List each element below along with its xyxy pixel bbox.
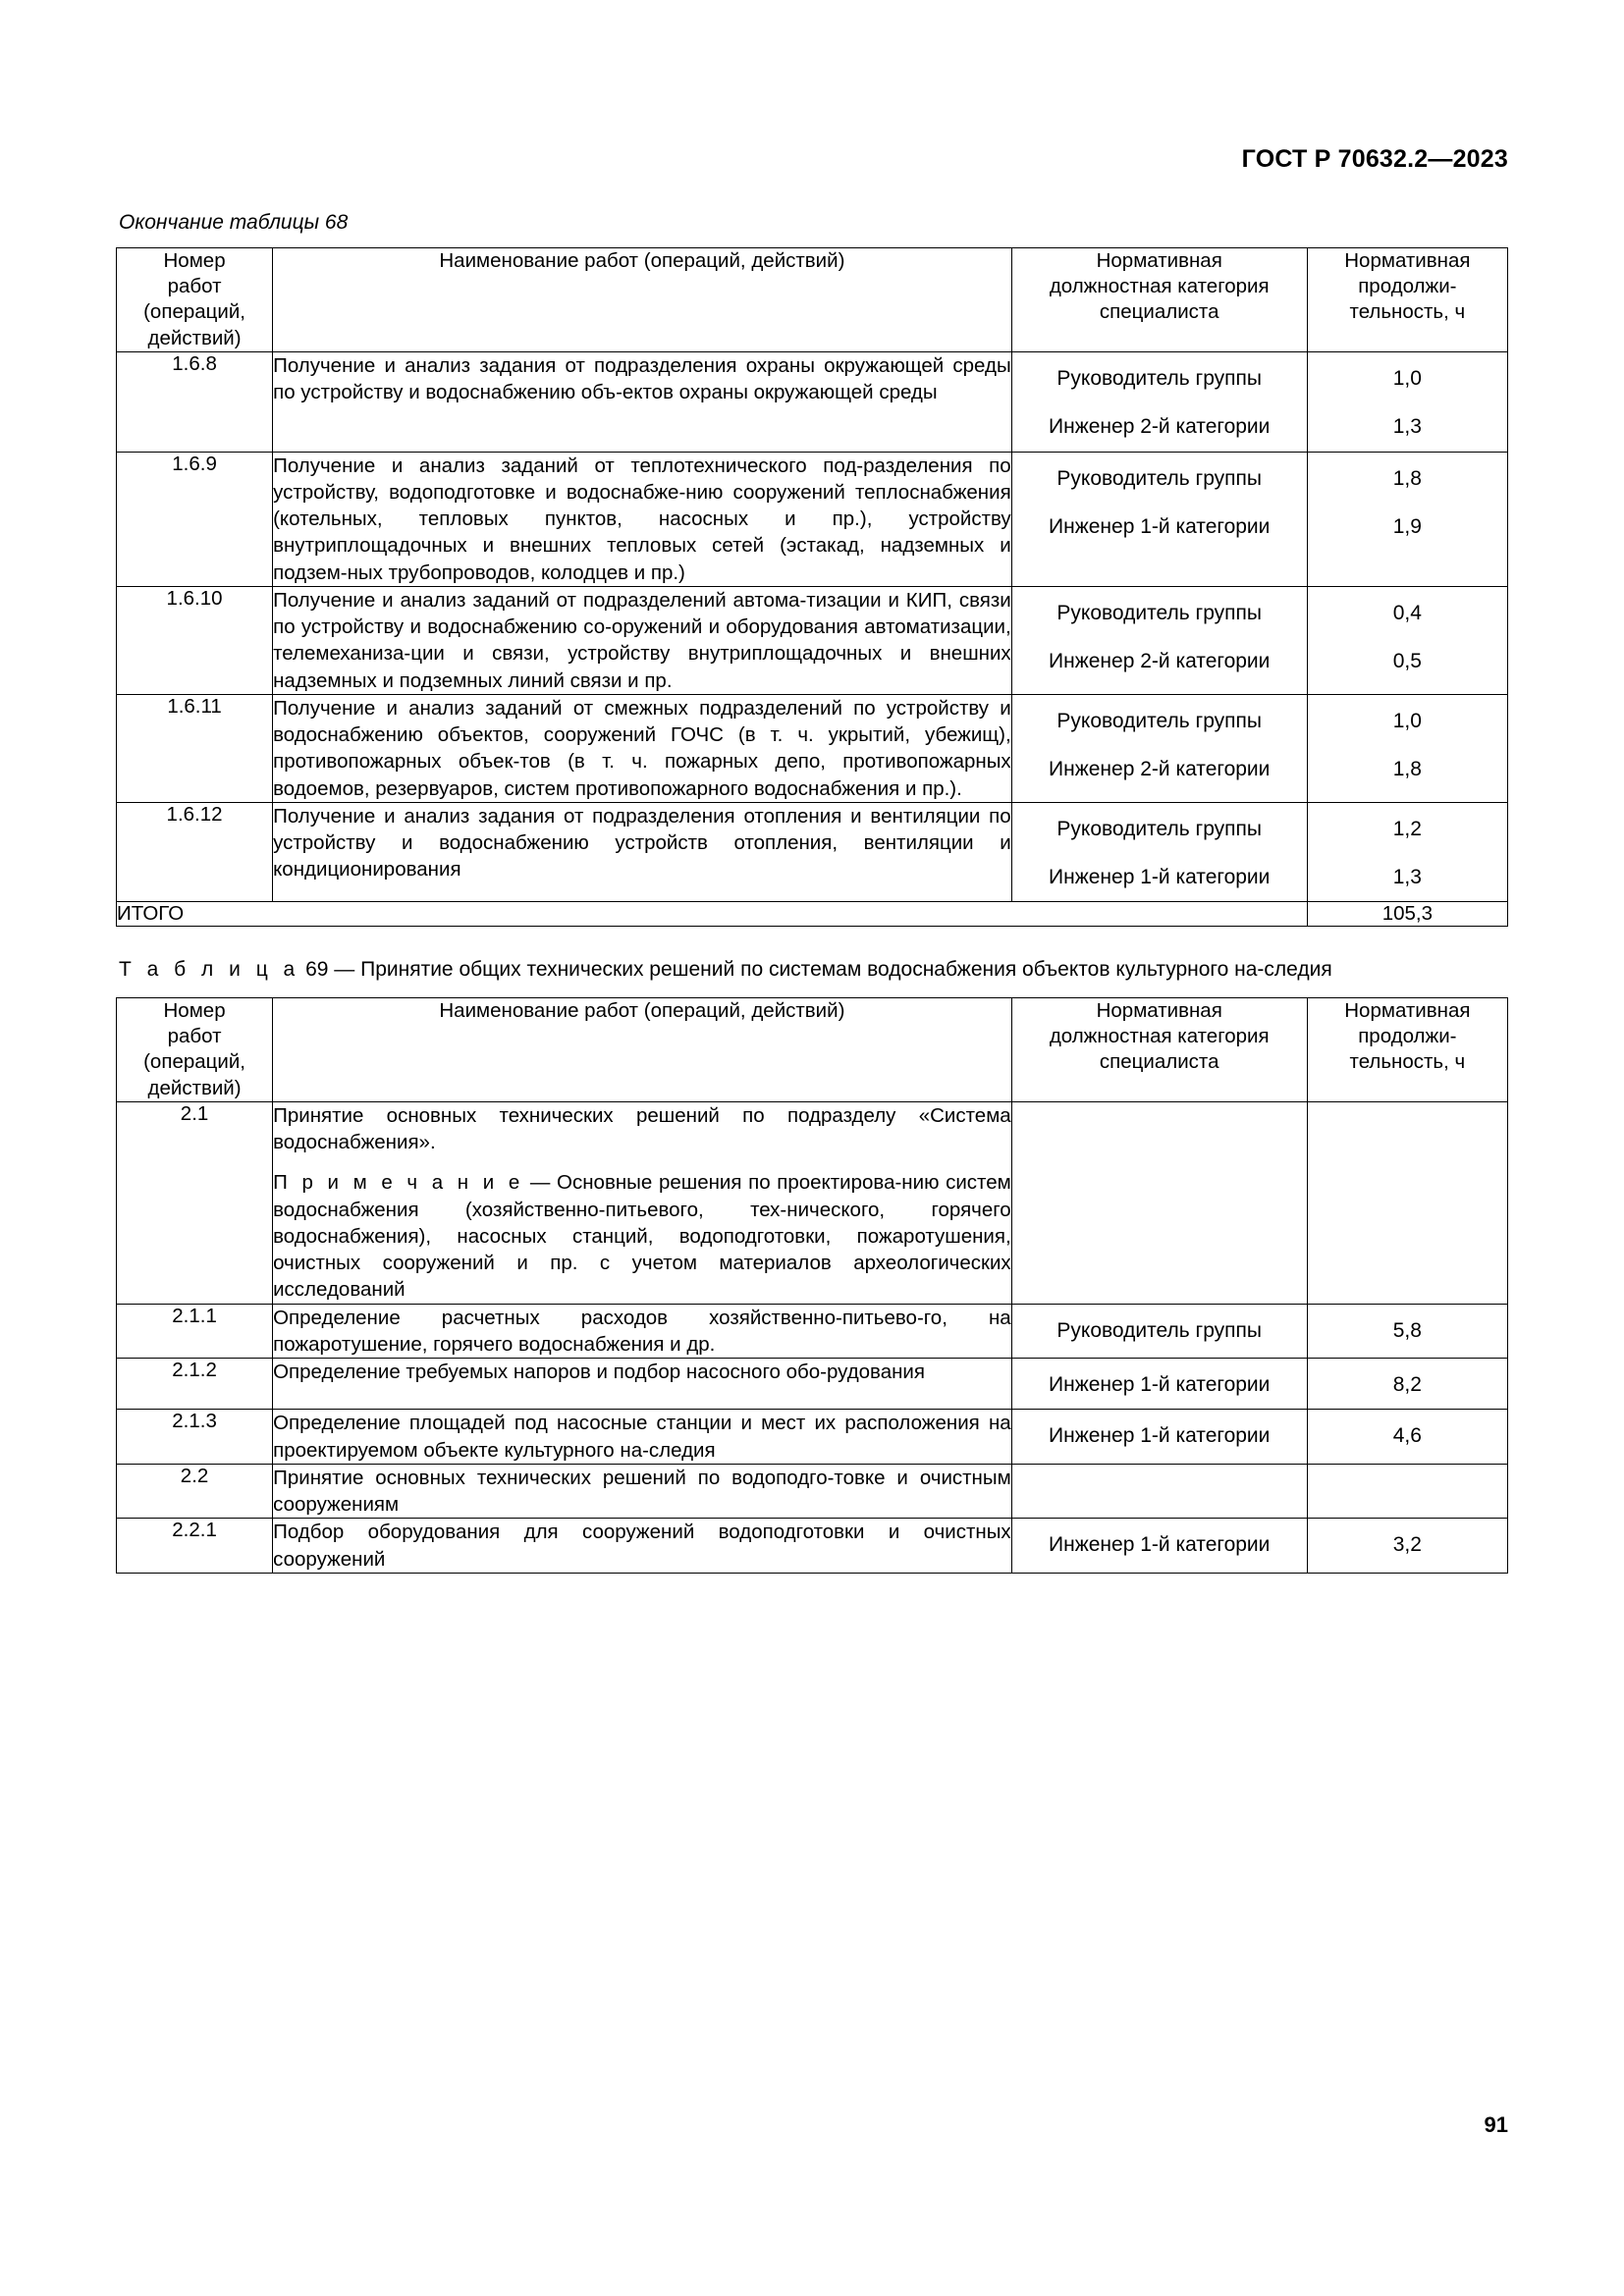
note-text: — Основные решения по проектирова-нию систем водоснабжения (хозяйственно-питьевого, тех-нического, горячего водоснабжения), насосных станций, водоподготовки, пожаротушения, очистных сооружений и пр. с учетом материалов археологических исследований — [273, 1171, 1011, 1302]
table-row — [117, 1359, 1508, 1410]
column-header-number-line-1: Номер — [163, 249, 226, 272]
table-row — [117, 586, 1508, 694]
table-68-header-row — [117, 248, 1508, 352]
total-label: ИТОГО — [117, 902, 1308, 927]
row-duration-1: 1,0 — [1392, 366, 1422, 390]
row-duration — [1307, 1464, 1507, 1519]
row-name: Получение и анализ заданий от подразделений автома-тизации и КИП, связи по устройству и водоснабжению со-оружений и оборудования автоматизации, телемеханиза-ции и связи, устройству внутриплощадочных и внешних надземных и подземных линий связи и пр. — [273, 586, 1012, 694]
row-name: Подбор оборудования для сооружений водоподготовки и очистных сооружений — [273, 1519, 1012, 1574]
row-duration — [1307, 1359, 1507, 1410]
column-header-category-line-1: Нормативная — [1096, 998, 1222, 1022]
row-name-note — [273, 1169, 1011, 1303]
row-duration-1: 1,8 — [1392, 466, 1422, 490]
column-header-number-line-4: действий) — [147, 326, 242, 349]
column-header-number-line-4: действий) — [147, 1076, 242, 1099]
column-header-duration — [1307, 997, 1507, 1101]
table-row — [117, 1410, 1508, 1465]
row-category-value: Инженер 1-й категории — [1049, 1373, 1271, 1397]
table-row — [117, 452, 1508, 586]
row-name-paragraph-1: Принятие основных технических решений по подразделу «Система водоснабжения». — [273, 1103, 1011, 1154]
row-name: Получение и анализ заданий от смежных подразделений по устройству и водоснабжению объектов, сооружений ГОЧС (в т. ч. укрытий, убежищ), противопожарных объек-тов (в т. ч. пожарных депо, противопожарных водоемов, резервуаров, систем противопожарного водоснабжения и пр.). — [273, 694, 1012, 802]
column-header-number — [117, 248, 273, 352]
column-header-category-line-3: специалиста — [1099, 300, 1219, 324]
row-category-value — [1012, 1465, 1307, 1488]
column-header-category-line-3: специалиста — [1099, 1050, 1219, 1074]
column-header-name: Наименование работ (операций, действий) — [273, 248, 1012, 352]
row-durations — [1307, 452, 1507, 586]
table-68-caption: Окончание таблицы 68 — [119, 211, 349, 234]
row-number: 1.6.12 — [117, 802, 273, 902]
row-category-1: Руководитель группы — [1056, 817, 1262, 840]
row-number: 1.6.11 — [117, 694, 273, 802]
table-row — [117, 802, 1508, 902]
page-content — [116, 211, 1508, 1574]
row-number: 1.6.8 — [117, 351, 273, 452]
column-header-number-line-2: работ — [167, 1025, 222, 1048]
row-duration-1: 1,0 — [1392, 709, 1422, 732]
column-header-category — [1011, 997, 1307, 1101]
row-category-value: Инженер 1-й категории — [1049, 1424, 1271, 1448]
table-row — [117, 1101, 1508, 1304]
row-categories — [1011, 586, 1307, 694]
column-header-number-line-1: Номер — [163, 998, 226, 1022]
column-header-category-line-2: должностная категория — [1049, 275, 1270, 298]
row-duration-2: 1,3 — [1392, 866, 1422, 889]
total-value: 105,3 — [1307, 902, 1507, 927]
table-row — [117, 1519, 1508, 1574]
row-duration-value — [1308, 1102, 1507, 1126]
row-number: 2.1.3 — [117, 1410, 273, 1465]
row-category-2: Инженер 1-й категории — [1049, 866, 1271, 889]
row-duration-2: 1,8 — [1392, 758, 1422, 781]
row-duration-2: 1,9 — [1392, 514, 1422, 538]
row-durations — [1307, 586, 1507, 694]
row-duration-value: 5,8 — [1392, 1318, 1422, 1342]
column-header-category-line-1: Нормативная — [1096, 249, 1222, 272]
column-header-category — [1011, 248, 1307, 352]
row-categories — [1011, 452, 1307, 586]
table-68 — [116, 247, 1508, 927]
row-category-value: Руководитель группы — [1056, 1318, 1262, 1342]
table-row — [117, 1304, 1508, 1359]
row-name: Принятие основных технических решений по водоподго-товке и очистным сооружениям — [273, 1464, 1012, 1519]
row-duration — [1307, 1519, 1507, 1574]
column-header-name: Наименование работ (операций, действий) — [273, 997, 1012, 1101]
row-category — [1011, 1304, 1307, 1359]
column-header-duration-line-1: Нормативная — [1344, 249, 1471, 272]
row-name — [273, 1101, 1012, 1304]
row-number: 1.6.10 — [117, 586, 273, 694]
table-69-header-row — [117, 997, 1508, 1101]
row-durations — [1307, 351, 1507, 452]
column-header-number-line-2: работ — [167, 275, 222, 298]
column-header-number-line-3: (операций, — [143, 300, 245, 324]
row-category-1: Руководитель группы — [1056, 709, 1262, 732]
column-header-duration-line-2: продолжи- — [1358, 275, 1457, 298]
row-category-value: Инженер 1-й категории — [1049, 1533, 1271, 1557]
row-duration-2: 1,3 — [1392, 415, 1422, 439]
row-name: Определение площадей под насосные станции и мест их расположения на проектируемом объекте культурного на-следия — [273, 1410, 1012, 1465]
column-header-duration — [1307, 248, 1507, 352]
row-name: Получение и анализ заданий от теплотехнического под-разделения по устройству, водоподготовке и водоснабже-нию сооружений теплоснабжения (котельных, тепловых пунктов, насосных и пр.), устройству внутриплощадочных и внешних тепловых сетей (эстакад, надземных и подзем-ных трубопроводов, колодцев и пр.) — [273, 452, 1012, 586]
row-category-1: Руководитель группы — [1056, 601, 1262, 624]
column-header-duration-line-2: продолжи- — [1358, 1025, 1457, 1048]
row-durations — [1307, 802, 1507, 902]
row-categories — [1011, 802, 1307, 902]
column-header-number — [117, 997, 273, 1101]
row-duration-value: 4,6 — [1392, 1424, 1422, 1448]
row-category — [1011, 1359, 1307, 1410]
page-number: 91 — [1484, 2112, 1508, 2137]
row-duration — [1307, 1410, 1507, 1465]
page-header-standard: ГОСТ Р 70632.2—2023 — [1241, 145, 1508, 173]
row-category — [1011, 1519, 1307, 1574]
row-duration — [1307, 1101, 1507, 1304]
row-number: 2.1 — [117, 1101, 273, 1304]
column-header-category-line-2: должностная категория — [1049, 1025, 1270, 1048]
row-duration-value: 3,2 — [1392, 1533, 1422, 1557]
row-category-2: Инженер 2-й категории — [1049, 415, 1271, 439]
row-duration-1: 0,4 — [1392, 601, 1422, 624]
row-categories — [1011, 351, 1307, 452]
row-category-2: Инженер 2-й категории — [1049, 650, 1271, 673]
table-69 — [116, 997, 1508, 1574]
table-row — [117, 351, 1508, 452]
table-row — [117, 694, 1508, 802]
row-duration-value — [1308, 1465, 1507, 1488]
row-category-1: Руководитель группы — [1056, 466, 1262, 490]
row-number: 2.1.2 — [117, 1359, 273, 1410]
row-name: Определение требуемых напоров и подбор насосного обо-рудования — [273, 1359, 1012, 1410]
row-category — [1011, 1410, 1307, 1465]
row-category — [1011, 1101, 1307, 1304]
table-total-row — [117, 902, 1508, 927]
table-row — [117, 1464, 1508, 1519]
row-name: Определение расчетных расходов хозяйственно-питьево-го, на пожаротушение, горячего водоснабжения и др. — [273, 1304, 1012, 1359]
row-duration-2: 0,5 — [1392, 650, 1422, 673]
row-durations — [1307, 694, 1507, 802]
row-category-2: Инженер 2-й категории — [1049, 758, 1271, 781]
table-69-caption-text: 69 — Принятие общих технических решений по системам водоснабжения объектов культурного на-следия — [305, 958, 1332, 982]
row-number: 2.2.1 — [117, 1519, 273, 1574]
row-number: 1.6.9 — [117, 452, 273, 586]
row-category — [1011, 1464, 1307, 1519]
note-label: П р и м е ч а н и е — [273, 1171, 524, 1195]
column-header-number-line-3: (операций, — [143, 1050, 245, 1074]
column-header-duration-line-3: тельность, ч — [1349, 300, 1466, 324]
row-duration — [1307, 1304, 1507, 1359]
row-duration-1: 1,2 — [1392, 817, 1422, 840]
row-category-1: Руководитель группы — [1056, 366, 1262, 390]
table-69-caption — [119, 956, 1508, 985]
row-number: 2.1.1 — [117, 1304, 273, 1359]
row-name: Получение и анализ задания от подразделения охраны окружающей среды по устройству и водоснабжению объ-ектов охраны окружающей среды — [273, 351, 1012, 452]
row-category-2: Инженер 1-й категории — [1049, 514, 1271, 538]
table-69-caption-prefix: Т а б л и ц а — [119, 958, 300, 982]
row-categories — [1011, 694, 1307, 802]
row-duration-value: 8,2 — [1392, 1373, 1422, 1397]
column-header-duration-line-3: тельность, ч — [1349, 1050, 1466, 1074]
row-name: Получение и анализ задания от подразделения отопления и вентиляции по устройству и водоснабжению устройств отопления, вентиляции и кондиционирования — [273, 802, 1012, 902]
row-number: 2.2 — [117, 1464, 273, 1519]
column-header-duration-line-1: Нормативная — [1344, 998, 1471, 1022]
row-category-value — [1012, 1102, 1307, 1126]
